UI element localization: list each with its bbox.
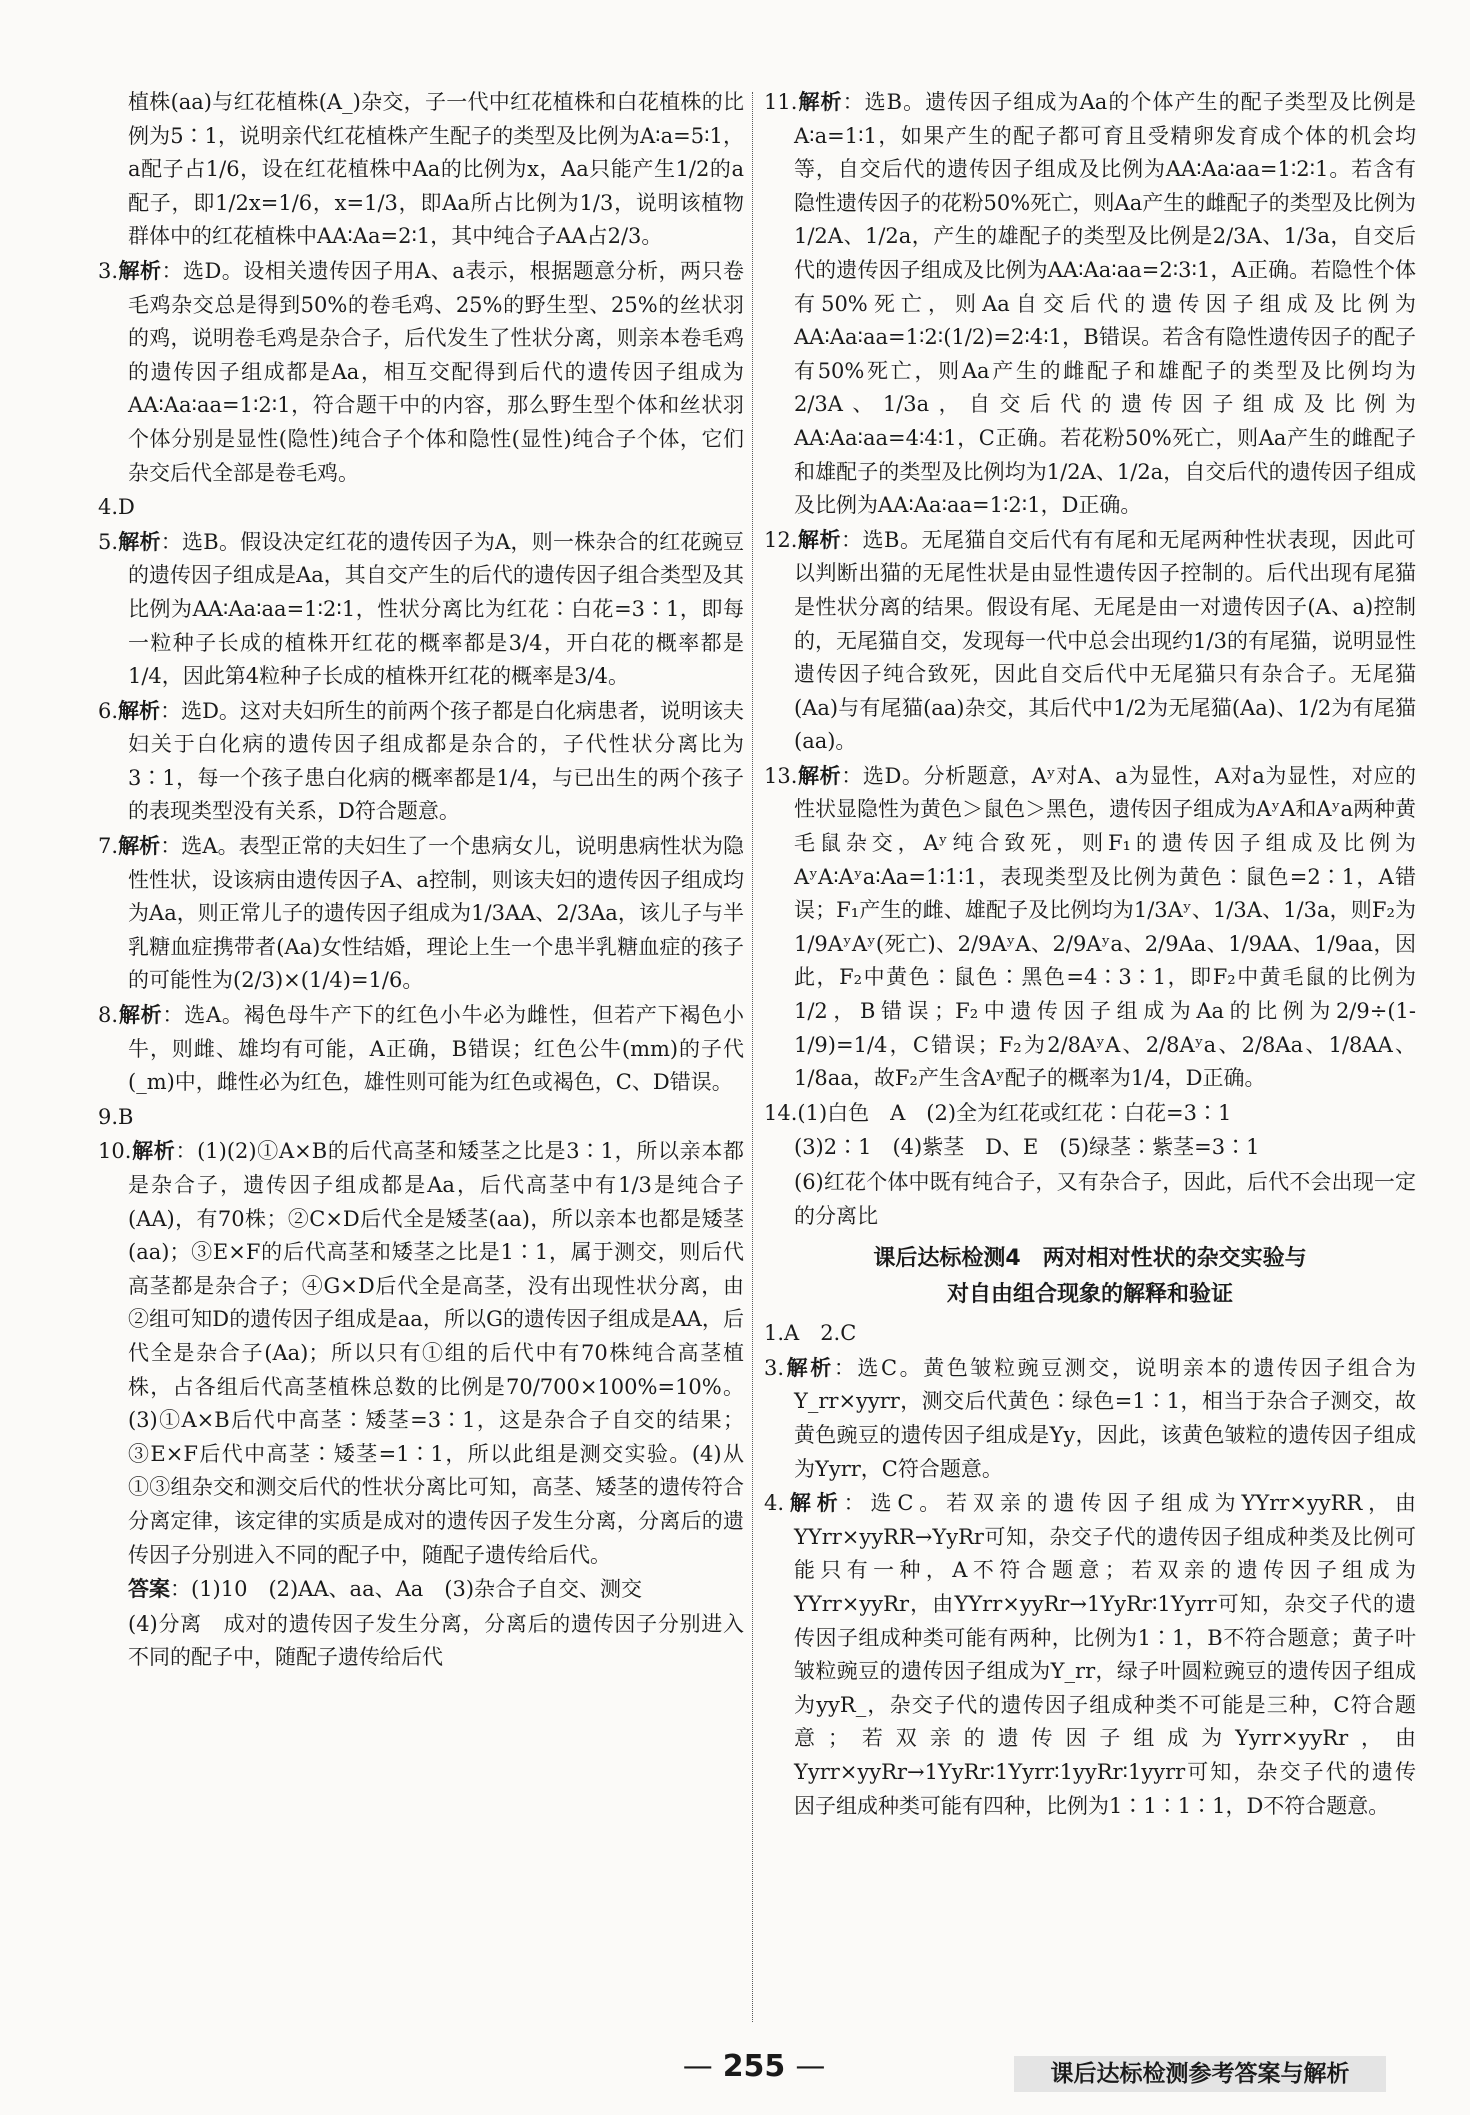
footer-section-label: 课后达标检测参考答案与解析 (1014, 2056, 1386, 2092)
answer-9: 9.B (98, 1104, 134, 1129)
right-column (750, 86, 1416, 1824)
section-answer-3: 3.解析：选C。黄色皱粒豌豆测交，说明亲本的遗传因子组合为Y_rr×yyrr，测交后代黄色∶绿色=1∶1，相当于杂合子测交，故黄色豌豆的遗传因子组成是Yy，因此，该黄色皱粒的遗传因子组成为Yyrr，C符合题意。 (764, 1355, 1416, 1481)
answer-6: 6.解析：选D。这对夫妇所生的前两个孩子都是白化病患者，说明该夫妇关于白化病的遗传因子组成都是杂合的，子代性状分离比为3∶1，每一个孩子患白化病的概率都是1/4，与已出生的两个孩子的表现类型没有关系，D符合题意。 (98, 698, 744, 824)
answer-4: 4.D (98, 495, 135, 520)
answer-14-line2: (3)2∶1 (4)紫茎 D、E (5)绿茎∶紫茎=3∶1 (794, 1135, 1260, 1160)
answer-10-key-continued: (4)分离 成对的遗传因子发生分离，分离后的遗传因子分别进入不同的配子中，随配子遗传给后代 (128, 1611, 744, 1670)
answer-8: 8.解析：选A。褐色母牛产下的红色小牛必为雌性，但若产下褐色小牛，则雌、雄均有可能，A正确，B错误；红色公牛(mm)的子代(_m)中，雌性必为红色，雄性则可能为红色或褐色，C、D错误。 (98, 1003, 744, 1095)
answer-3: 3.解析：选D。设相关遗传因子用A、a表示，根据题意分析，两只卷毛鸡杂交总是得到50%的卷毛鸡、25%的野生型、25%的丝状羽的鸡，说明卷毛鸡是杂合子，后代发生了性状分离，则亲本卷毛鸡的遗传因子组成都是Aa，相互交配得到后代的遗传因子组成为AA∶Aa∶aa=1∶2∶1，符合题干中的内容，那么野生型个体和丝状羽个体分别是显性(隐性)纯合子个体和隐性(显性)纯合子个体，它们杂交后代全部是卷毛鸡。 (98, 258, 744, 485)
answer-5: 5.解析：选B。假设决定红花的遗传因子为A，则一株杂合的红花豌豆的遗传因子组成是Aa，其自交产生的后代的遗传因子组合类型及其比例为AA∶Aa∶aa=1∶2∶1，性状分离比为红花∶白花=3∶1，即每一粒种子长成的植株开红花的概率都是3/4，开白花的概率都是1/4，因此第4粒种子长成的植株开红花的概率是3/4。 (98, 529, 744, 689)
page-number: — 255 — (682, 2049, 826, 2084)
answer-10: 10.解析：(1)(2)①A×B的后代高茎和矮茎之比是3∶1，所以亲本都是杂合子，遗传因子组成都是Aa，后代高茎中有1/3是纯合子(AA)，有70株；②C×D后代全是矮茎(aa)，所以亲本也都是矮茎(aa)；③E×F的后代高茎和矮茎之比是1∶1，属于测交，则后代高茎都是杂合子；④G×D后代全是高茎，没有出现性状分离，由②组可知D的遗传因子组成是aa，所以G的遗传因子组成是AA，后代全是杂合子(Aa)；所以只有①组的后代中有70株纯合高茎植株，占各组后代高茎植株总数的比例是70/700×100%=10%。(3)①A×B后代中高茎∶矮茎=3∶1，这是杂合子自交的结果；③E×F后代中高茎∶矮茎=1∶1，所以此组是测交实验。(4)从①③组杂交和测交后代的性状分离比可知，高茎、矮茎的遗传符合分离定律，该定律的实质是成对的遗传因子发生分离，分离后的遗传因子分别进入不同的配子中，随配子遗传给后代。 (98, 1139, 744, 1567)
answer-2-continued: 植株(aa)与红花植株(A_)杂交，子一代中红花植株和白花植株的比例为5∶1，说明亲代红花植株产生配子的类型及比例为A∶a=5∶1，a配子占1/6，设在红花植株中Aa的比例为x，Aa只能产生1/2的a配子，即1/2x=1/6，x=1/3，即Aa所占比例为1/3，说明该植物群体中的红花植株中AA∶Aa=2∶1，其中纯合子AA占2/3。 (128, 90, 744, 249)
answer-11: 11.解析：选B。遗传因子组成为Aa的个体产生的配子类型及比例是A∶a=1∶1，如果产生的配子都可育且受精卵发育成个体的机会均等，自交后代的遗传因子组成及比例为AA∶Aa∶aa=1∶2∶1。若含有隐性遗传因子的花粉50%死亡，则Aa产生的雌配子的类型及比例为1/2A、1/2a，产生的雄配子的类型及比例是2/3A、1/3a，自交后代的遗传因子组成及比例为AA∶Aa∶aa=2∶3∶1，A正确。若隐性个体有50%死亡，则Aa自交后代的遗传因子组成及比例为AA∶Aa∶aa=1∶2∶(1/2)=2∶4∶1，B错误。若含有隐性遗传因子的配子有50%死亡，则Aa产生的雌配子和雄配子的类型及比例均为2/3A、1/3a，自交后代的遗传因子组成及比例为AA∶Aa∶aa=4∶4∶1，C正确。若花粉50%死亡，则Aa产生的雌配子和雄配子的类型及比例均为1/2A、1/2a，自交后代的遗传因子组成及比例为AA∶Aa∶aa=1∶2∶1，D正确。 (764, 90, 1417, 518)
section-answers-1-2: 1.A 2.C (764, 1321, 857, 1346)
answer-12: 12.解析：选B。无尾猫自交后代有有尾和无尾两种性状表现，因此可以判断出猫的无尾性状是由显性遗传因子控制的。后代出现有尾猫是性状分离的结果。假设有尾、无尾是由一对遗传因子(A、a)控制的，无尾猫自交，发现每一代中总会出现约1/3的有尾猫，说明显性遗传因子纯合致死，因此自交后代中无尾猫只有杂合子。无尾猫(Aa)与有尾猫(aa)杂交，其后代中1/2为无尾猫(Aa)、1/2为有尾猫(aa)。 (764, 527, 1417, 754)
left-column (98, 86, 744, 1676)
answer-7: 7.解析：选A。表型正常的夫妇生了一个患病女儿，说明患病性状为隐性性状，设该病由遗传因子A、a控制，则该夫妇的遗传因子组成均为Aa，则正常儿子的遗传因子组成为1/3AA、2/3Aa，该儿子与半乳糖血症携带者(Aa)女性结婚，理论上生一个患半乳糖血症的孩子的可能性为(2/3)×(1/4)=1/6。 (98, 834, 745, 993)
answer-14-line3: (6)红花个体中既有纯合子，又有杂合子，因此，后代不会出现一定的分离比 (794, 1170, 1416, 1228)
answer-14-line1: 14.(1)白色 A (2)全为红花或红花∶白花=3∶1 (764, 1100, 1232, 1125)
section-title: 课后达标检测4 两对相对性状的杂交实验与 对自由组合现象的解释和验证 (873, 1246, 1307, 1308)
section-answer-4: 4.解析：选C。若双亲的遗传因子组成为YYrr×yyRR，由YYrr×yyRR→YyRr可知，杂交子代的遗传因子组成种类及比例可能只有一种，A不符合题意；若双亲的遗传因子组成为YYrr×yyRr，由YYrr×yyRr→1YyRr∶1Yyrr可知，杂交子代的遗传因子组成种类可能有两种，比例为1∶1，B不符合题意；黄子叶皱粒豌豆的遗传因子组成为Y_rr，绿子叶圆粒豌豆的遗传因子组成为yyR_，杂交子代的遗传因子组成种类不可能是三种，C符合题意；若双亲的遗传因子组成为Yyrr×yyRr，由Yyrr×yyRr→1YyRr∶1Yyrr∶1yyRr∶1yyrr可知，杂交子代的遗传因子组成种类可能有四种，比例为1∶1∶1∶1，D不符合题意。 (764, 1491, 1416, 1818)
answer-13: 13.解析：选D。分析题意，Aʸ对A、a为显性，A对a为显性，对应的性状显隐性为黄色＞鼠色＞黑色，遗传因子组成为AʸA和Aʸa两种黄毛鼠杂交，Aʸ纯合致死，则F₁的遗传因子组成及比例为AʸA∶Aʸa∶Aa=1∶1∶1，表现类型及比例为黄色∶鼠色=2∶1，A错误；F₁产生的雌、雄配子及比例均为1/3Aʸ、1/3A、1/3a，则F₂为1/9AʸAʸ(死亡)、2/9AʸA、2/9Aʸa、2/9Aa、1/9AA、1/9aa，因此，F₂中黄色∶鼠色∶黑色=4∶3∶1，即F₂中黄毛鼠的比例为1/2，B错误；F₂中遗传因子组成为Aa的比例为2/9÷(1-1/9)=1/4，C错误；F₂为2/8AʸA、2/8Aʸa、2/8Aa、1/8AA、1/8aa，故F₂产生含Aʸ配子的概率为1/4，D正确。 (764, 763, 1417, 1091)
answer-10-key: 答案：(1)10 (2)AA、aa、Aa (3)杂合子自交、测交 (128, 1577, 643, 1602)
